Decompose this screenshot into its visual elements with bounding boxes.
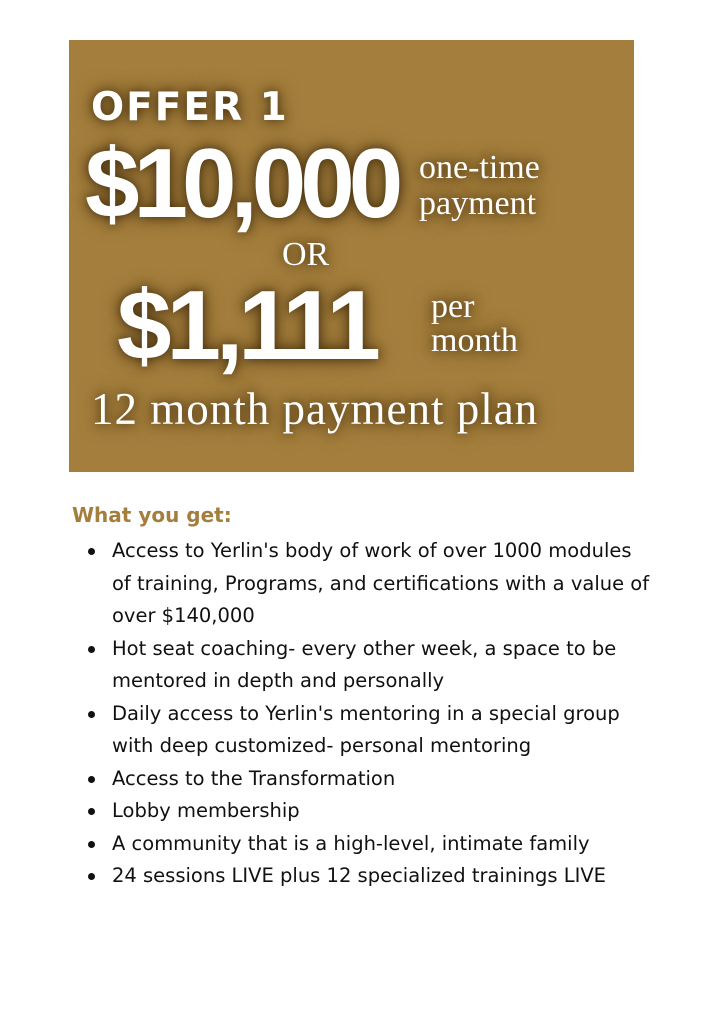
benefits-heading: What you get: (72, 503, 232, 527)
list-item-text: Access to the Transformation (112, 766, 396, 790)
list-item-text: A community that is a high-level, intimate family (112, 831, 590, 855)
bullet-icon (88, 711, 95, 718)
bullet-icon (88, 873, 95, 880)
one-time-label (419, 150, 540, 222)
list-item (72, 535, 652, 633)
one-time-label-line2: payment (419, 185, 537, 222)
per-month-label-line1: per (431, 288, 475, 325)
list-item-text: Daily access to Yerlin's mentoring in a special group with deep customized- personal mentoring (112, 701, 620, 757)
list-item (72, 860, 652, 893)
list-item-text: 24 sessions LIVE plus 12 specialized trainings LIVE (112, 864, 606, 887)
bullet-icon (88, 841, 95, 848)
payment-plan-text: 12 month payment plan (91, 384, 539, 434)
offer-panel (69, 40, 634, 472)
monthly-price: $1,111 (117, 270, 376, 380)
per-month-label (431, 290, 518, 358)
bullet-icon (88, 646, 95, 653)
list-item (72, 763, 652, 796)
list-item (72, 633, 652, 698)
one-time-price: $10,000 (85, 128, 398, 238)
list-item-text: Hot seat coaching- every other week, a space to be mentored in depth and personally (112, 636, 617, 692)
list-item (72, 795, 652, 828)
bullet-icon (88, 776, 95, 783)
benefits-list (72, 535, 652, 893)
or-separator: OR (282, 236, 330, 273)
benefits-section (72, 502, 652, 893)
bullet-icon (88, 548, 95, 555)
list-item-text: Lobby membership (112, 799, 300, 822)
per-month-label-line2: month (431, 322, 518, 359)
bullet-icon (88, 808, 95, 815)
list-item-text: Access to Yerlin's body of work of over 1000 modules of training, Programs, and certifications with a value of over $140,000 (112, 539, 650, 627)
list-item (72, 828, 652, 861)
list-item (72, 698, 652, 763)
offer-title: OFFER 1 (91, 85, 289, 130)
one-time-label-line1: one-time (419, 149, 540, 186)
